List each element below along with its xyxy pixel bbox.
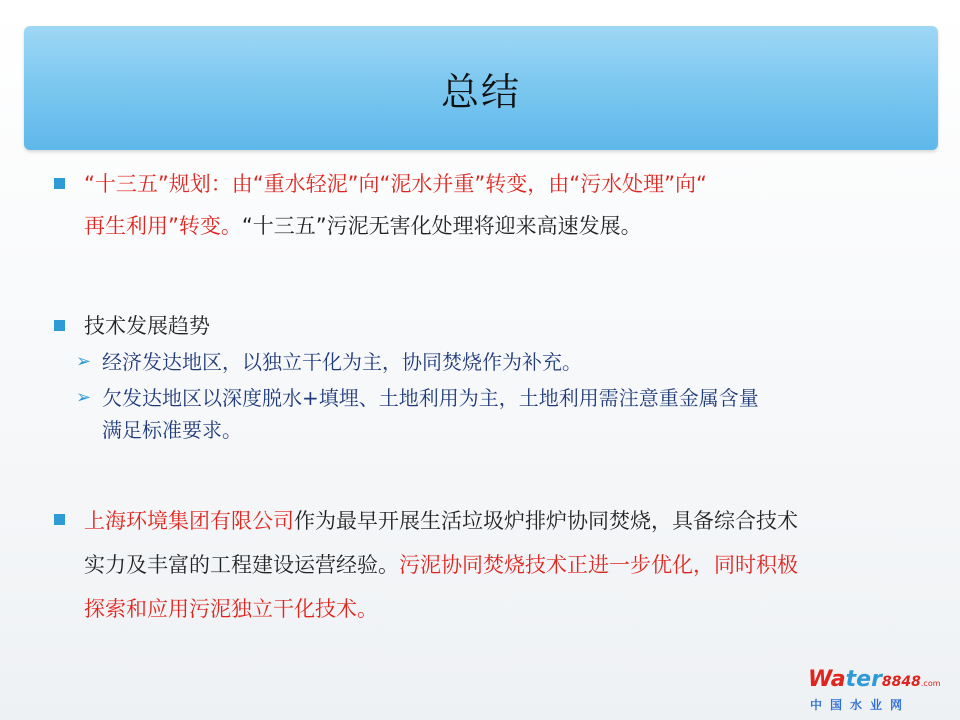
- logo-part2: ter: [845, 667, 882, 692]
- square-bullet-icon: [54, 178, 65, 189]
- trend-developed: [76, 346, 916, 378]
- title-bar: [24, 26, 938, 150]
- arrow-bullet-icon: ➢: [76, 387, 92, 408]
- bullet-company: [54, 499, 914, 631]
- bullet-plan: [54, 163, 914, 247]
- trend-underdeveloped-line1: 欠发达地区以深度脱水+填埋、土地利用为主，土地利用需注意重金属含量: [102, 386, 759, 410]
- company-line3-red: 探索和应用污泥独立干化技术。: [84, 597, 378, 621]
- logo-suffix: .com: [920, 679, 941, 688]
- trend-underdeveloped-line2: 满足标准要求。: [102, 418, 242, 442]
- bullet-trends: [54, 305, 914, 347]
- bullet-plan-line2-red: 再生利用”转变。: [84, 214, 242, 238]
- company-line1-rest: 作为最早开展生活垃圾炉排炉协同焚烧，具备综合技术: [294, 509, 798, 533]
- water8848-logo: [808, 668, 948, 712]
- square-bullet-icon: [54, 514, 65, 525]
- trend-developed-text: 经济发达地区，以独立干化为主，协同焚烧作为补充。: [102, 350, 582, 374]
- trend-underdeveloped: [76, 382, 916, 446]
- logo-part1: Wa: [808, 667, 846, 692]
- square-bullet-icon: [54, 320, 65, 331]
- logo-part3: 8848: [881, 674, 921, 690]
- company-line2-dark: 实力及丰富的工程建设运营经验。: [84, 553, 399, 577]
- company-name: 上海环境集团有限公司: [84, 509, 294, 533]
- arrow-bullet-icon: ➢: [76, 351, 92, 372]
- bullet-plan-line1: “十三五”规划：由“重水轻泥”向“泥水并重”转变，由“污水处理”向“: [84, 172, 707, 196]
- company-line2-red: 污泥协同焚烧技术正进一步优化，同时积极: [399, 553, 798, 577]
- logo-cn: 中国水业网: [810, 698, 911, 712]
- slide-title: 总结: [440, 69, 521, 114]
- bullet-plan-line2-dark: “十三五”污泥无害化处理将迎来高速发展。: [241, 214, 642, 238]
- trends-heading: 技术发展趋势: [84, 314, 210, 338]
